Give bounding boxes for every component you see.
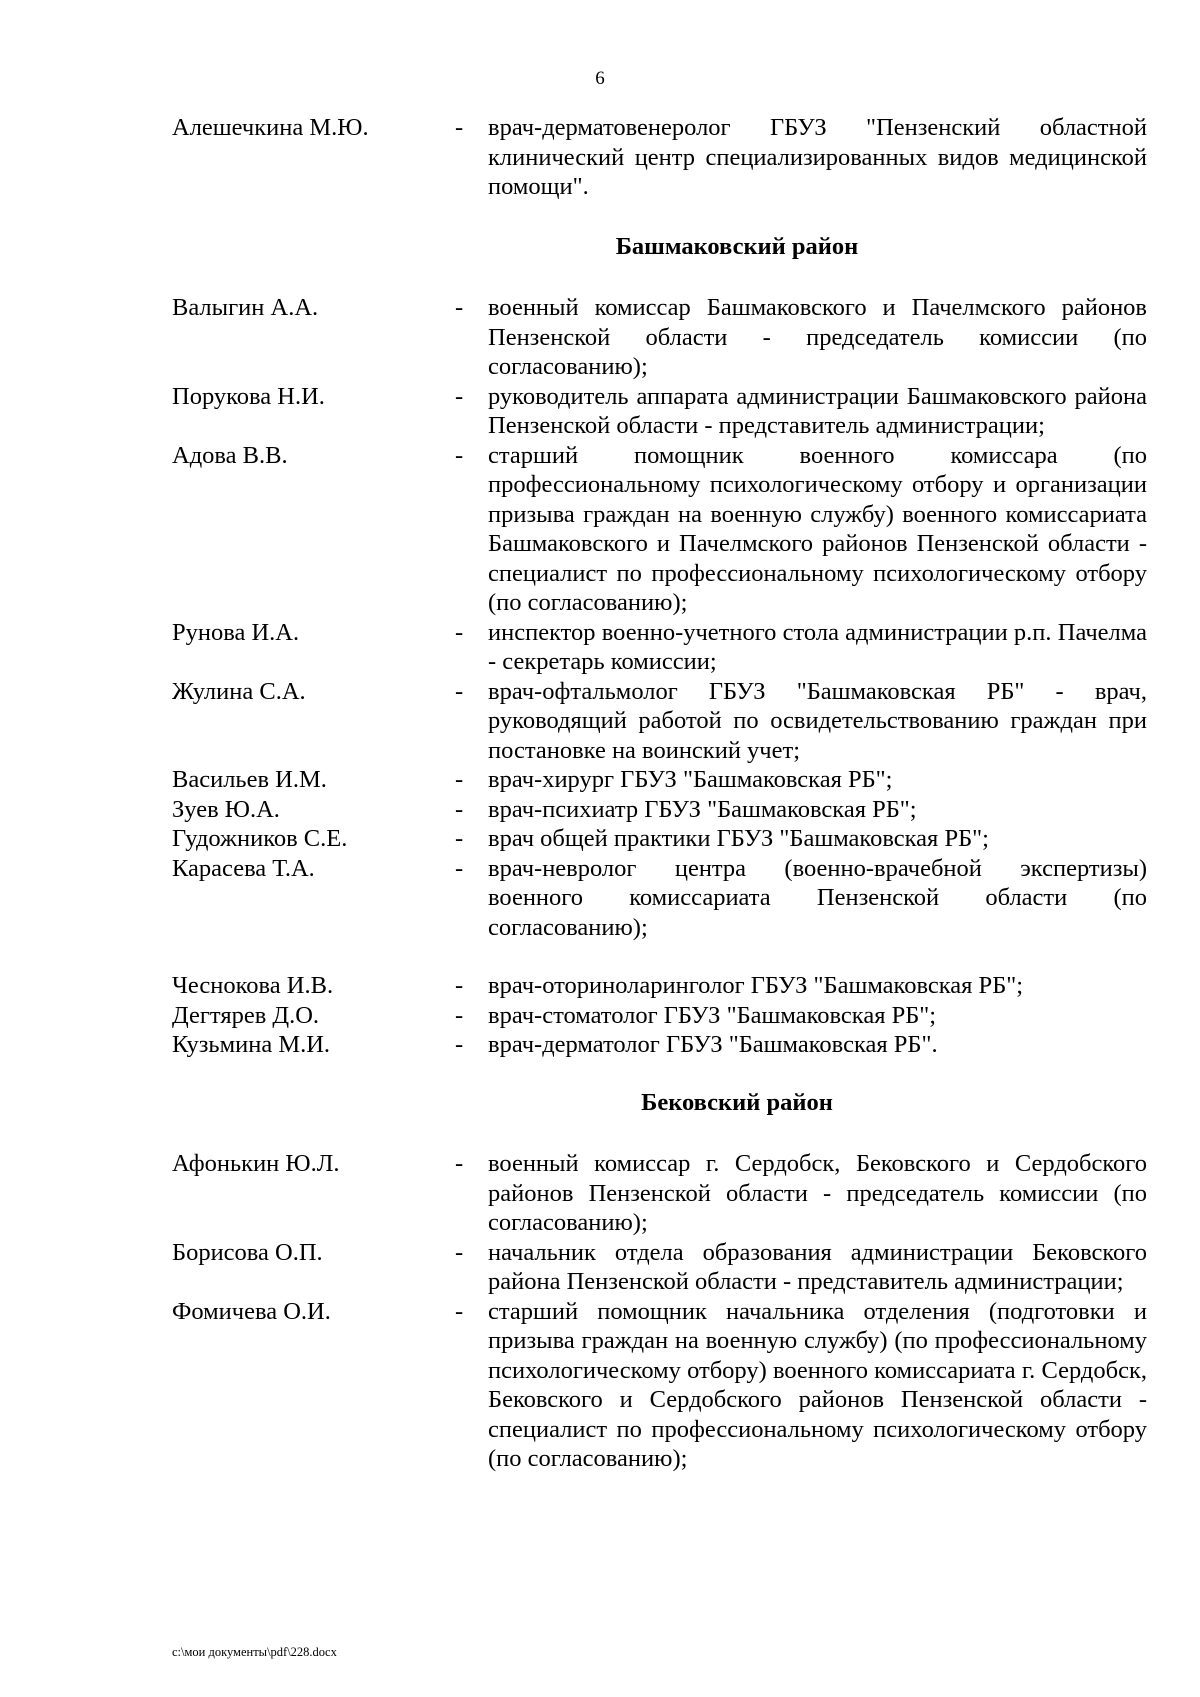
- member-row: [172, 854, 1147, 943]
- member-role: врач-стоматолог ГБУЗ "Башмаковская РБ";: [488, 1001, 937, 1029]
- member-name: Дегтярев Д.О.: [172, 1001, 320, 1029]
- member-dash: -: [455, 1001, 464, 1029]
- member-row: [172, 113, 1147, 202]
- member-role: старший помощник начальника отделения (подготовки и призыва граждан на военную службу) (по профессиональному психологическому отбору) военного комиссариата г. Сердобск, Бековского и Сердобского районов Пензенской области - специалист по профессиональному психологическому отбору (по согласованию);: [488, 1297, 1147, 1472]
- member-row: [172, 971, 1147, 1001]
- member-row: [172, 795, 1147, 825]
- member-name: Гудожников С.Е.: [172, 825, 348, 852]
- member-name: Чеснокова И.В.: [172, 972, 334, 999]
- member-role: военный комиссар г. Сердобск, Бековского и Сердобского районов Пензенской области - председатель комиссии (по согласованию);: [488, 1150, 1147, 1236]
- member-dash: -: [455, 114, 464, 141]
- member-name: Васильев И.М.: [172, 766, 327, 793]
- member-role: врач-дерматовенеролог ГБУЗ "Пензенский областной клинический центр специализированных видов медицинской помощи".: [488, 114, 1147, 200]
- section-heading: Башмаковский район: [615, 232, 859, 260]
- member-name: Афонькин Ю.Л.: [172, 1150, 340, 1177]
- member-name: Борисова О.П.: [172, 1238, 323, 1266]
- member-row: [172, 765, 1147, 795]
- member-dash: -: [455, 677, 464, 705]
- member-role: врач общей практики ГБУЗ "Башмаковская РБ";: [488, 825, 989, 852]
- member-row: [172, 382, 1147, 441]
- spacer: [172, 942, 1147, 971]
- member-dash: -: [455, 1031, 464, 1058]
- member-dash: -: [455, 441, 464, 469]
- member-row: [172, 1149, 1147, 1238]
- member-role: руководитель аппарата администрации Башмаковского района Пензенской области - представитель администрации;: [488, 382, 1147, 439]
- member-row: [172, 1001, 1147, 1031]
- page-number: 6: [595, 68, 605, 89]
- member-row: [172, 677, 1147, 766]
- member-dash: -: [455, 294, 464, 321]
- member-name: Фомичева О.И.: [172, 1297, 331, 1325]
- member-name: Валыгин А.А.: [172, 294, 319, 321]
- member-row: [172, 824, 1147, 854]
- member-row: [172, 1238, 1147, 1297]
- member-dash: -: [455, 618, 464, 646]
- member-row: [172, 1030, 1147, 1060]
- member-dash: -: [455, 825, 464, 852]
- member-row: [172, 293, 1147, 382]
- member-role: начальник отдела образования администрации Бековского района Пензенской области - представитель администрации;: [488, 1238, 1147, 1295]
- member-role: врач-психиатр ГБУЗ "Башмаковская РБ";: [488, 795, 917, 823]
- member-dash: -: [455, 854, 464, 882]
- member-role: военный комиссар Башмаковского и Пачелмского районов Пензенской области - председатель комиссии (по согласованию);: [488, 294, 1147, 380]
- member-dash: -: [455, 1238, 464, 1266]
- member-role: старший помощник военного комиссара (по профессиональному психологическому отбору и организации призыва граждан на военную службу) военного комиссариата Башмаковского и Пачелмского районов Пензенской области - специалист по профессиональному психологическому отбору (по согласованию);: [488, 441, 1147, 616]
- member-dash: -: [455, 972, 464, 999]
- member-name: Зуев Ю.А.: [172, 795, 280, 823]
- member-role: врач-невролог центра (военно-врачебной экспертизы) военного комиссариата Пензенской области (по согласованию);: [488, 854, 1147, 941]
- member-name: Жулина С.А.: [172, 677, 306, 705]
- member-row: [172, 441, 1147, 618]
- document-body: [172, 113, 1147, 1474]
- member-name: Рунова И.А.: [172, 618, 300, 646]
- member-role: врач-дерматолог ГБУЗ "Башмаковская РБ".: [488, 1031, 938, 1058]
- member-dash: -: [455, 1150, 464, 1177]
- member-role: врач-оториноларинголог ГБУЗ "Башмаковская РБ";: [488, 972, 1024, 999]
- member-dash: -: [455, 1297, 464, 1325]
- member-name: Алешечкина М.Ю.: [172, 114, 369, 141]
- member-dash: -: [455, 766, 464, 793]
- member-name: Порукова Н.И.: [172, 382, 325, 410]
- file-path-footer: c:\мои документы\pdf\228.docx: [172, 1645, 337, 1659]
- member-name: Карасева Т.А.: [172, 854, 315, 882]
- member-role: инспектор военно-учетного стола администрации р.п. Пачелма - секретарь комиссии;: [488, 618, 1147, 675]
- member-name: Кузьмина М.И.: [172, 1031, 331, 1058]
- member-role: врач-офтальмолог ГБУЗ "Башмаковская РБ" - врач, руководящий работой по освидетельствованию граждан при постановке на воинский учет;: [488, 677, 1147, 764]
- member-row: [172, 1297, 1147, 1474]
- section-heading: Бековский район: [641, 1088, 833, 1116]
- member-dash: -: [455, 382, 464, 410]
- member-name: Адова В.В.: [172, 441, 288, 469]
- member-role: врач-хирург ГБУЗ "Башмаковская РБ";: [488, 766, 893, 793]
- member-dash: -: [455, 795, 464, 823]
- member-row: [172, 618, 1147, 677]
